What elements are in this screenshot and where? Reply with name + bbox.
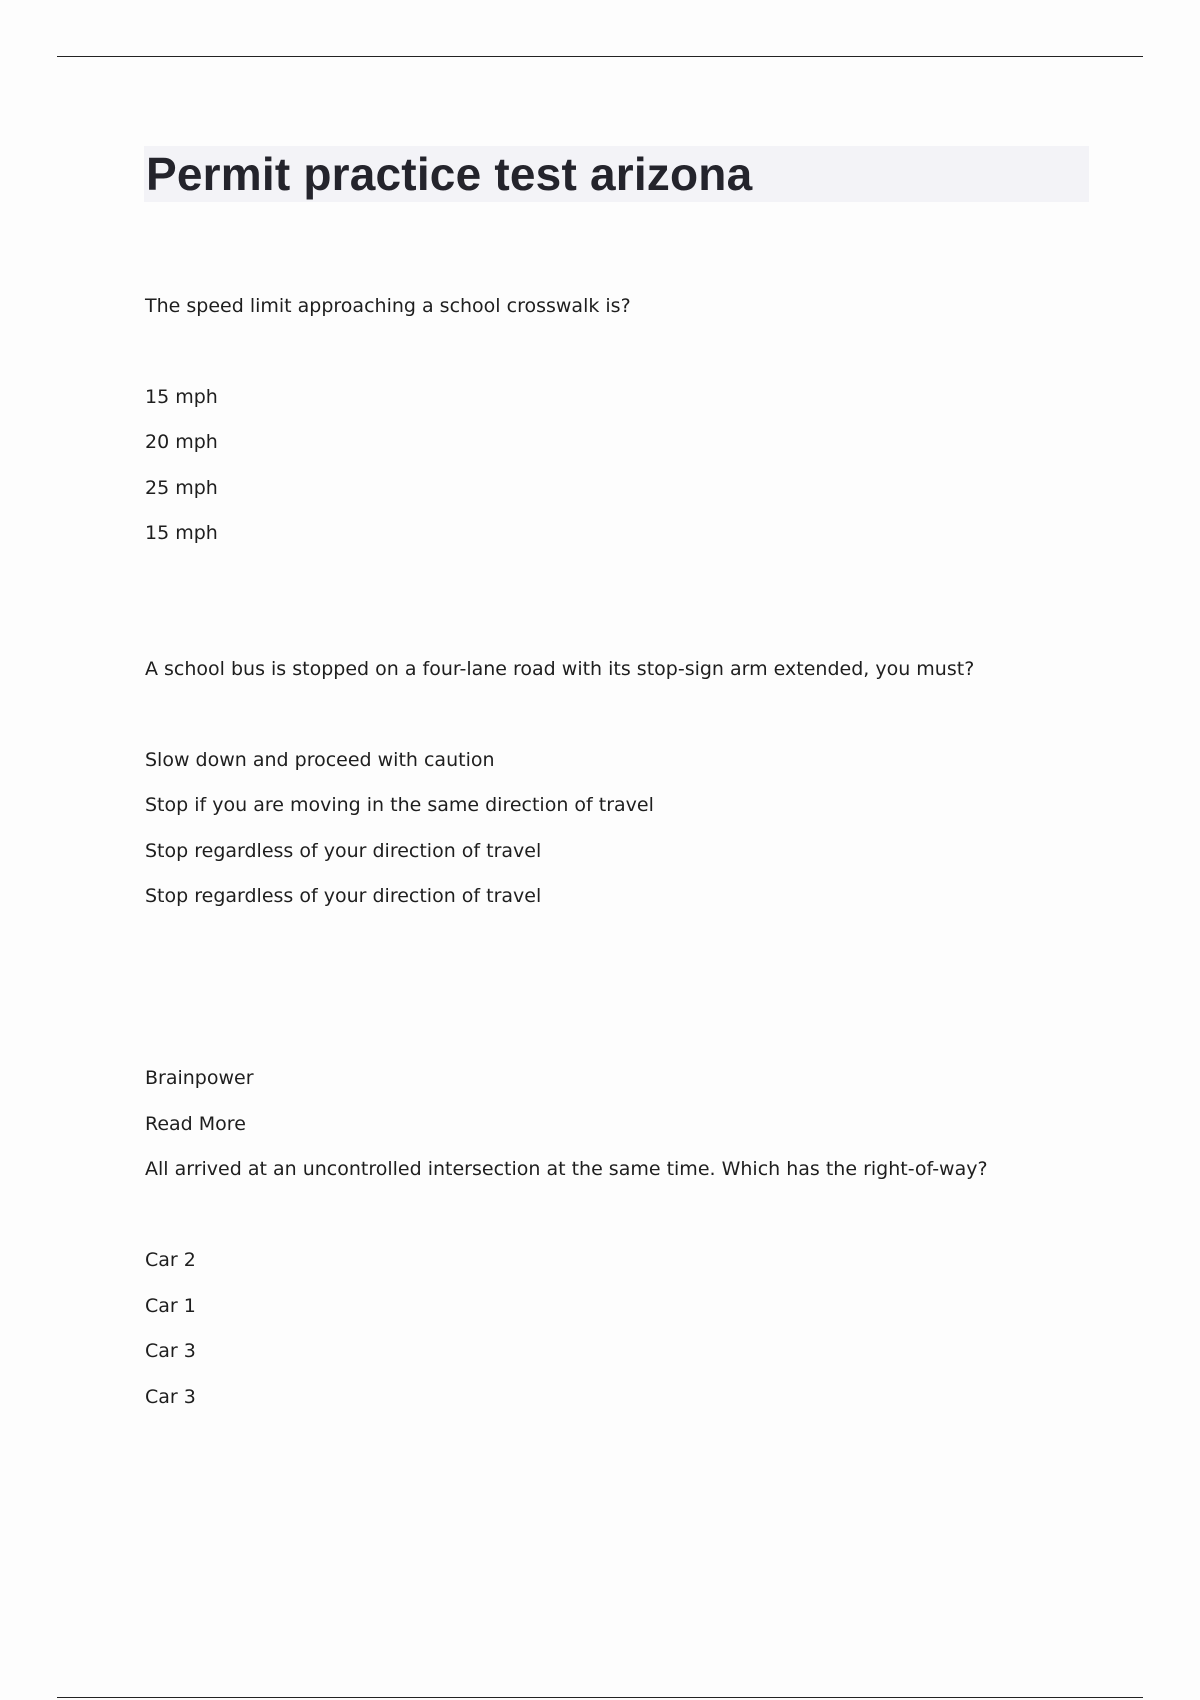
question-1-option-1: 15 mph (145, 386, 218, 408)
question-2-prompt: A school bus is stopped on a four-lane road with its stop-sign arm extended, you must? (145, 658, 975, 680)
read-more-link[interactable]: Read More (145, 1113, 246, 1135)
question-2-answer: Stop regardless of your direction of travel (145, 885, 542, 907)
question-3-prompt: All arrived at an uncontrolled intersection at the same time. Which has the right-of-way? (145, 1158, 988, 1180)
question-3-answer: Car 3 (145, 1386, 196, 1408)
question-1-prompt: The speed limit approaching a school crosswalk is? (145, 295, 631, 317)
question-1-option-3: 25 mph (145, 477, 218, 499)
page-title: Permit practice test arizona (146, 148, 753, 200)
question-2-option-1: Slow down and proceed with caution (145, 749, 495, 771)
question-3-option-1: Car 2 (145, 1249, 196, 1271)
question-3-option-2: Car 1 (145, 1295, 196, 1317)
question-2-option-3: Stop regardless of your direction of travel (145, 840, 542, 862)
bottom-rule (57, 1697, 1143, 1698)
ad-brand: Brainpower (145, 1067, 254, 1089)
question-3-option-3: Car 3 (145, 1340, 196, 1362)
question-1-option-2: 20 mph (145, 431, 218, 453)
top-rule (57, 56, 1143, 57)
question-1-answer: 15 mph (145, 522, 218, 544)
question-2-option-2: Stop if you are moving in the same direction of travel (145, 794, 654, 816)
